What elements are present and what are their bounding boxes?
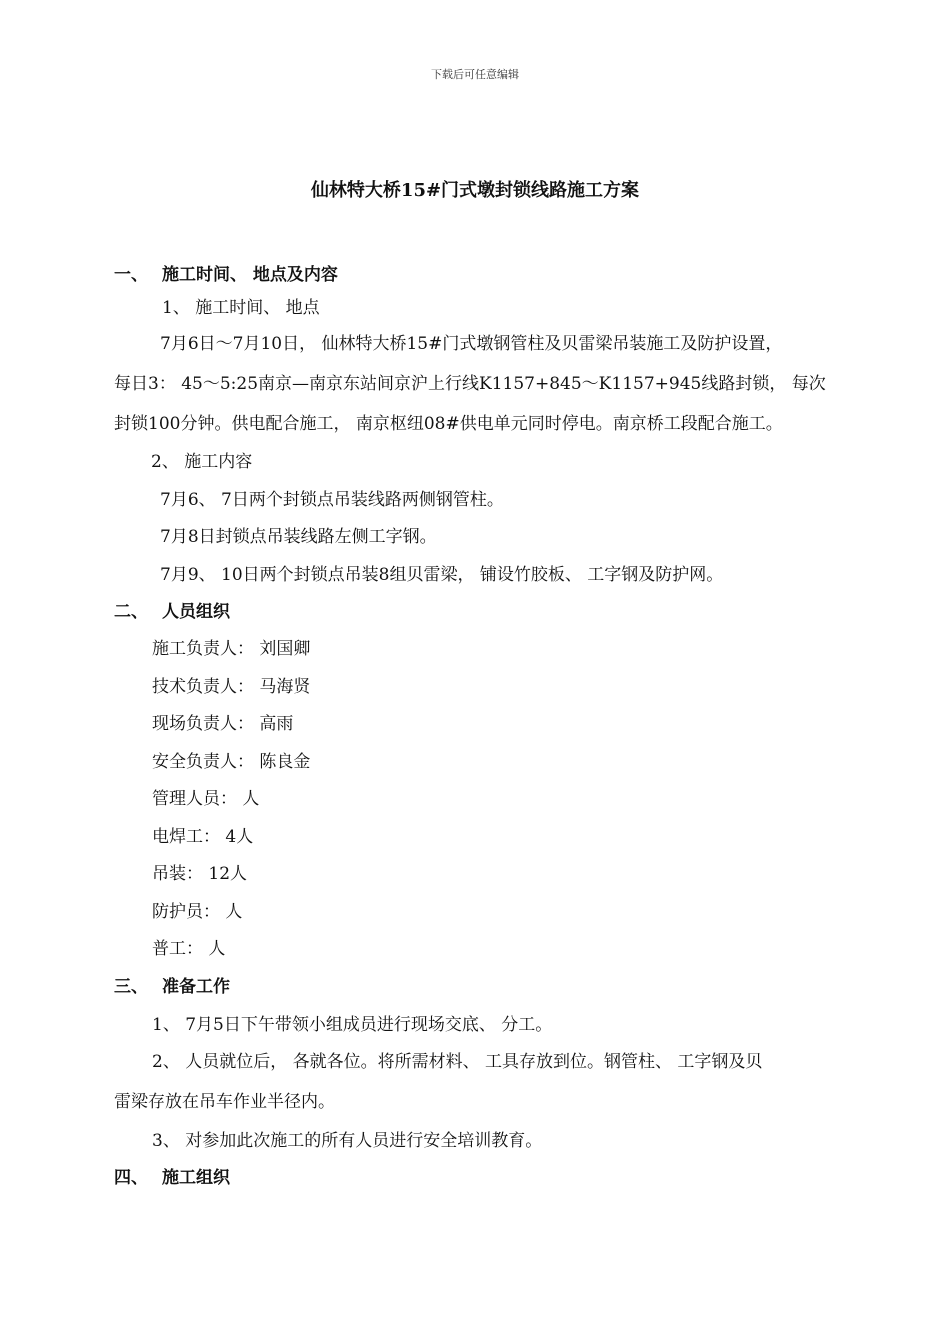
content-item-3: 7月9、 10日两个封锁点吊装8组贝雷梁， 铺设竹胶板、 工字钢及防护网。 — [160, 565, 724, 585]
section-4-title: 施工组织 — [162, 1168, 230, 1188]
section-1-number: 一、 — [114, 265, 148, 285]
preparation-item-1: 1、 7月5日下午带领小组成员进行现场交底、 分工。 — [152, 1015, 553, 1035]
section-1-title: 施工时间、 地点及内容 — [162, 265, 338, 285]
document-title: 仙林特大桥15#门式墩封锁线路施工方案 — [310, 180, 640, 201]
preparation-item-2-line-1: 2、 人员就位后， 各就各位。将所需材料、 工具存放到位。钢管柱、 工字钢及贝 — [152, 1052, 763, 1072]
section-1-paragraph-line-3: 封锁100分钟。供电配合施工， 南京枢纽08#供电单元同时停电。南京桥工段配合施工。 — [114, 414, 783, 434]
preparation-item-2-line-2: 雷梁存放在吊车作业半径内。 — [114, 1092, 335, 1112]
section-3-heading — [114, 972, 230, 997]
personnel-item: 普工： 人 — [152, 939, 226, 959]
section-4-heading — [114, 1163, 230, 1188]
preparation-item-3: 3、 对参加此次施工的所有人员进行安全培训教育。 — [152, 1131, 543, 1151]
personnel-item: 现场负责人： 高雨 — [152, 714, 294, 734]
section-2-heading — [114, 597, 230, 622]
personnel-item: 管理人员： 人 — [152, 789, 260, 809]
section-3-number: 三、 — [114, 977, 148, 997]
personnel-item: 防护员： 人 — [152, 902, 243, 922]
personnel-item: 施工负责人： 刘国卿 — [152, 639, 311, 659]
section-4-number: 四、 — [114, 1168, 148, 1188]
personnel-item: 吊装： 12人 — [152, 864, 248, 884]
content-item-1: 7月6、 7日两个封锁点吊装线路两侧钢管柱。 — [160, 490, 504, 510]
section-3-title: 准备工作 — [162, 977, 230, 997]
personnel-item: 安全负责人： 陈良金 — [152, 752, 311, 772]
section-1-paragraph-line-1: 7月6日～7月10日， 仙林特大桥15#门式墩钢管柱及贝雷梁吊装施工及防护设置， — [160, 334, 783, 354]
section-2-title: 人员组织 — [162, 602, 230, 622]
personnel-item: 技术负责人： 马海贤 — [152, 677, 311, 697]
page-header: 下载后可任意编辑 — [431, 68, 519, 81]
section-2-number: 二、 — [114, 602, 148, 622]
section-1-subheading-1: 1、 施工时间、 地点 — [162, 298, 320, 318]
section-1-heading — [114, 260, 338, 285]
section-1-subheading-2: 2、 施工内容 — [151, 452, 253, 472]
personnel-item: 电焊工： 4人 — [152, 827, 254, 847]
content-item-2: 7月8日封锁点吊装线路左侧工字钢。 — [160, 527, 437, 547]
section-1-paragraph-line-2: 每日3： 45～5:25南京—南京东站间京沪上行线K1157+845～K1157+945线路封锁， 每次 — [114, 374, 826, 394]
